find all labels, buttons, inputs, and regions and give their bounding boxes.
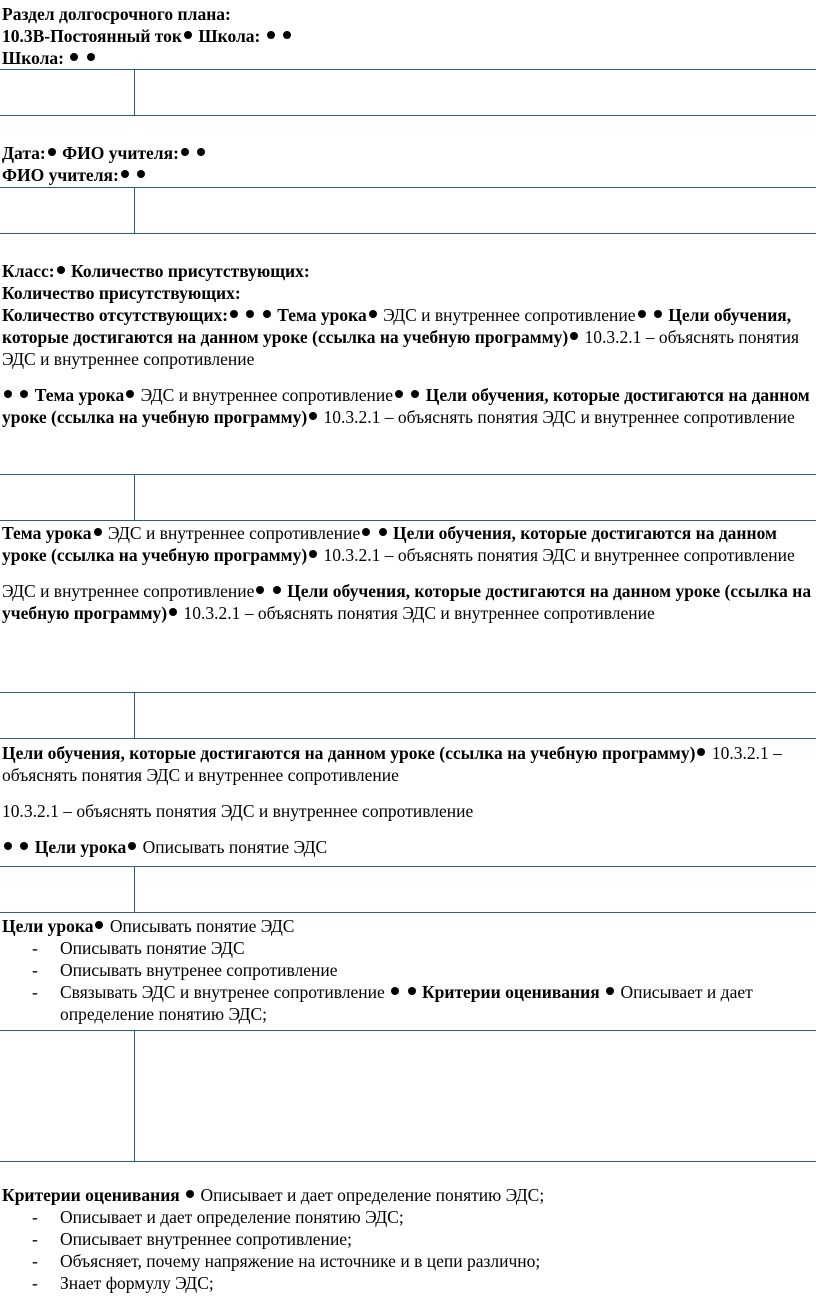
criteria-label: Критерии оценивания (2, 1185, 180, 1205)
table-row (0, 474, 816, 521)
topic-label: Тема урока (277, 305, 367, 325)
bullet-dot-icon (128, 842, 136, 850)
absent-label: Количество отсутствующих: (2, 305, 229, 325)
objectives-value: 10.3.2.1 – объяснять понятия ЭДС и внутреннее сопротивление (2, 801, 474, 821)
topic-value: ЭДС и внутреннее сопротивление (2, 581, 255, 601)
objectives-value: 10.3.2.1 – объяснять понятия ЭДС и внутреннее сопротивление (183, 603, 655, 623)
objectives-label: Цели обучения, которые достигаются на данном уроке (ссылка на учебную программу) (2, 743, 696, 763)
bullet-dot-icon (256, 586, 264, 594)
objectives-label: Цели обучения, которые достигаются на данном уроке (ссылка на учебную программу) (2, 305, 792, 347)
criteria-list (2, 1206, 814, 1294)
bullet-dot-icon (369, 310, 377, 318)
bullet-dot-icon (126, 390, 134, 398)
goals-value: Описывать понятие ЭДС (142, 837, 328, 857)
goals-block (2, 915, 814, 1025)
bullet-dot-icon (246, 310, 254, 318)
topic-value: ЭДС и внутреннее сопротивление (383, 305, 636, 325)
bullet-dot-icon (48, 148, 56, 156)
list-item: - Знает формулу ЭДС; (60, 1272, 814, 1294)
bullet-dot-icon (94, 528, 102, 536)
bullet-dot-icon (181, 148, 189, 156)
date-label: Дата: (2, 143, 46, 163)
goals-label: Цели урока (2, 916, 94, 936)
bullet-dot-icon (197, 148, 205, 156)
bullet-dot-icon (137, 170, 145, 178)
teacher-label: ФИО учителя: (62, 143, 179, 163)
list-item: - Описывает внутреннее сопротивление; (60, 1228, 814, 1250)
bullet-dot-icon (57, 266, 65, 274)
bullet-dot-icon (654, 310, 662, 318)
goals-value: Описывать понятие ЭДС (109, 916, 295, 936)
criteria-value: Описывает и дает определение понятию ЭДС; (200, 1185, 545, 1205)
bullet-dot-icon (4, 390, 12, 398)
bullet-dot-icon (20, 842, 28, 850)
table-row (0, 692, 816, 739)
table-row (0, 187, 816, 234)
bullet-dot-icon (638, 310, 646, 318)
objectives-label: Цели обучения, которые достигаются на данном уроке (ссылка на учебную программу) (2, 385, 810, 427)
school-label: Школа: (198, 26, 261, 46)
teacher-block (2, 142, 814, 186)
criteria-label: Критерии оценивания (421, 982, 600, 1002)
objectives-block (2, 742, 814, 858)
bullet-dot-icon (4, 842, 12, 850)
topic-value: ЭДС и внутреннее сопротивление (107, 523, 361, 543)
bullet-dot-icon (263, 310, 271, 318)
topic-block (2, 522, 814, 624)
table-row (0, 866, 816, 913)
bullet-dot-icon (95, 921, 103, 929)
objectives-label: Цели обучения, которые достигаются на данном уроке (ссылка на учебную программу) (2, 523, 777, 565)
class-label: Класс: (2, 261, 55, 281)
bullet-dot-icon (697, 748, 705, 756)
bullet-dot-icon (408, 987, 416, 995)
table-row (0, 1030, 816, 1162)
objectives-value: 10.3.2.1 – объяснять понятия ЭДС и внутреннее сопротивление (2, 327, 800, 369)
objectives-value: 10.3.2.1 – объяснять понятия ЭДС и внутреннее сопротивление (323, 545, 795, 565)
objectives-value: 10.3.2.1 – объяснять понятия ЭДС и внутреннее сопротивление (2, 743, 782, 785)
bullet-dot-icon (186, 1190, 194, 1198)
bullet-dot-icon (283, 31, 291, 39)
topic-value: ЭДС и внутреннее сопротивление (140, 385, 394, 405)
goals-label: Цели урока (34, 837, 127, 857)
bullet-dot-icon (309, 550, 317, 558)
list-item: - Описывает и дает определение понятию ЭДС; (60, 1206, 814, 1228)
bullet-dot-icon (391, 987, 399, 995)
list-item: - Связывать ЭДС и внутренее сопротивление Критерии оценивания Описывает и дает определение понятию ЭДС; (60, 981, 814, 1025)
bullet-dot-icon (362, 528, 370, 536)
bullet-dot-icon (267, 31, 275, 39)
bullet-dot-icon (309, 412, 317, 420)
bullet-dot-icon (87, 53, 95, 61)
class-block (2, 260, 814, 428)
list-item: - Описывать понятие ЭДС (60, 937, 814, 959)
goals-list (2, 937, 814, 1025)
section-value: 10.3В-Постоянный ток (2, 26, 182, 46)
school-label-repeat: Школа: (2, 48, 64, 68)
topic-label: Тема урока (34, 385, 125, 405)
objectives-label: Цели обучения, которые достигаются на данном уроке (ссылка на учебную программу) (2, 581, 812, 623)
topic-label: Тема урока (2, 523, 92, 543)
bullet-dot-icon (411, 390, 419, 398)
list-item: - Описывать внутренее сопротивление (60, 959, 814, 981)
bullet-dot-icon (606, 987, 614, 995)
criteria-value: Описывает и дает определение понятию ЭДС; (60, 982, 753, 1024)
section-label: Раздел долгосрочного плана: (2, 4, 231, 24)
bullet-dot-icon (20, 390, 28, 398)
present-label: Количество присутствующих: (71, 261, 310, 281)
list-item: - Объясняет, почему напряжение на источнике и в цепи различно; (60, 1250, 814, 1272)
bullet-dot-icon (70, 53, 78, 61)
table-row (0, 69, 816, 116)
bullet-dot-icon (230, 310, 238, 318)
criteria-block (2, 1184, 814, 1294)
teacher-label-repeat: ФИО учителя: (2, 165, 119, 185)
bullet-dot-icon (121, 170, 129, 178)
bullet-dot-icon (395, 390, 403, 398)
bullet-dot-icon (184, 31, 192, 39)
bullet-dot-icon (273, 586, 281, 594)
bullet-dot-icon (169, 608, 177, 616)
bullet-dot-icon (570, 332, 578, 340)
bullet-dot-icon (379, 528, 387, 536)
objectives-value: 10.3.2.1 – объяснять понятия ЭДС и внутреннее сопротивление (323, 407, 795, 427)
section-block (2, 3, 814, 69)
present-label-repeat: Количество присутствующих: (2, 283, 241, 303)
